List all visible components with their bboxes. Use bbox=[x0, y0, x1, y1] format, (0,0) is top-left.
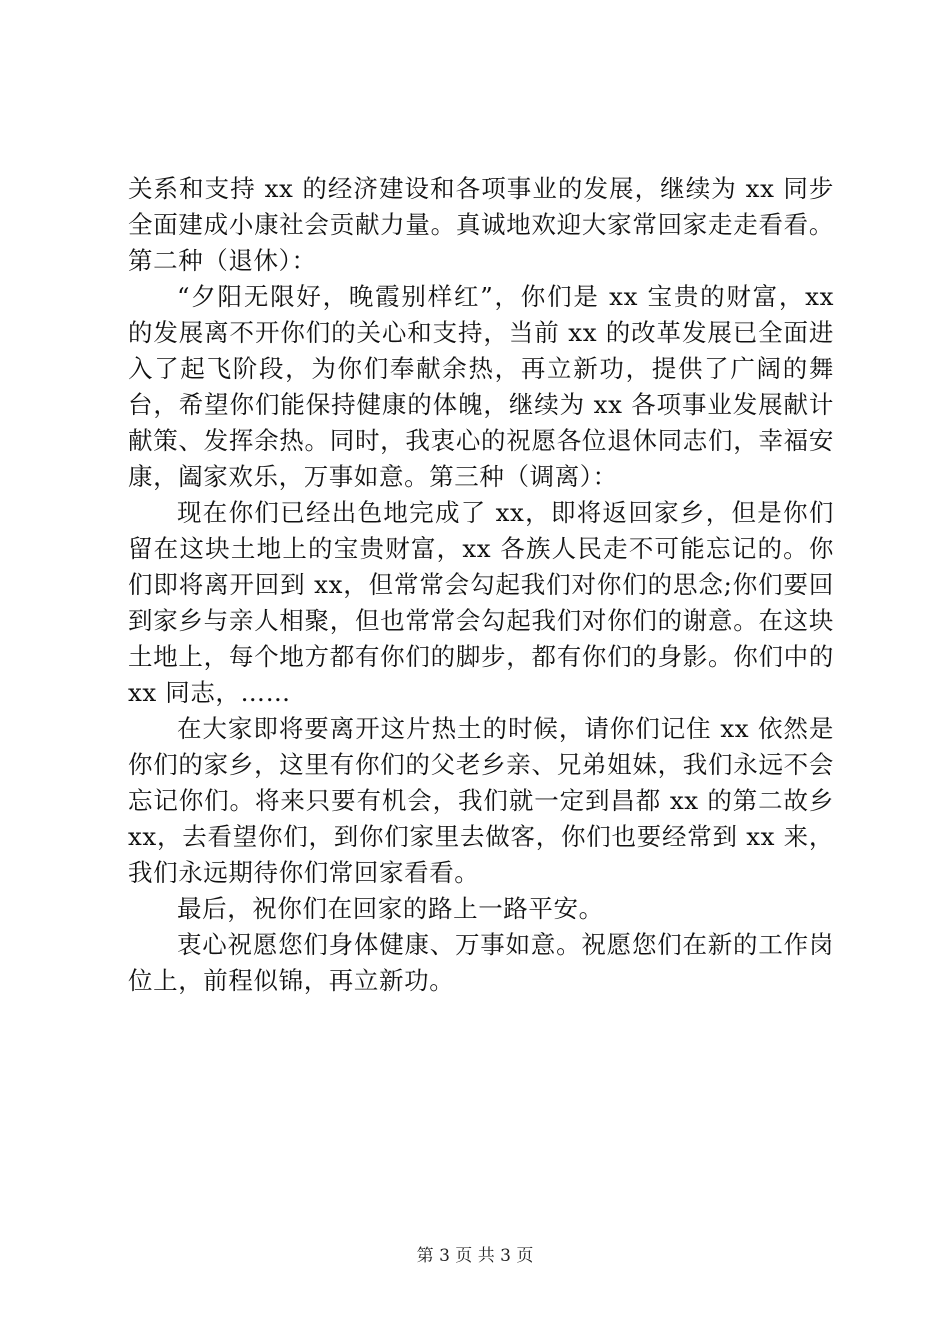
document-body bbox=[128, 171, 834, 999]
paragraph-6: 衷心祝愿您们身体健康、万事如意。祝愿您们在新的工作岗位上，前程似锦，再立新功。 bbox=[128, 930, 834, 995]
page-footer bbox=[0, 1244, 950, 1268]
paragraph-2: “夕阳无限好，晚霞别样红”，你们是 xx 宝贵的财富，xx 的发展离不开你们的关心和支持，当前 xx 的改革发展已全面进入了起飞阶段，为你们奉献余热，再立新功，提供了广阔的舞台，希望你们能保持健康的体魄，继续为 xx 各项事业发展献计献策、发挥余热。同时，我衷心的祝愿各位退休同志们，幸福安康，阖家欢乐，万事如意。第三种（调离）： bbox=[128, 282, 834, 491]
paragraph-3: 现在你们已经出色地完成了 xx，即将返回家乡，但是你们留在这块土地上的宝贵财富，xx 各族人民走不可能忘记的。你们即将离开回到 xx，但常常会勾起我们对你们的思念;你们要回到家乡与亲人相聚，但也常常会勾起我们对你们的谢意。在这块土地上，每个地方都有你们的脚步，都有你们的身影。你们中的 xx 同志，…… bbox=[128, 498, 834, 707]
paragraph-4: 在大家即将要离开这片热土的时候，请你们记住 xx 依然是你们的家乡，这里有你们的父老乡亲、兄弟姐妹，我们永远不会忘记你们。将来只要有机会，我们就一定到昌都 xx 的第二故乡 xx，去看望你们，到你们家里去做客，你们也要经常到 xx 来，我们永远期待你们常回家看看。 bbox=[128, 714, 834, 887]
paragraph-1: 关系和支持 xx 的经济建设和各项事业的发展，继续为 xx 同步全面建成小康社会贡献力量。真诚地欢迎大家常回家走走看看。第二种（退休）： bbox=[128, 174, 834, 275]
page-number-label: 第 3 页 共 3 页 bbox=[416, 1246, 534, 1266]
paragraph-5: 最后，祝你们在回家的路上一路平安。 bbox=[177, 894, 604, 923]
